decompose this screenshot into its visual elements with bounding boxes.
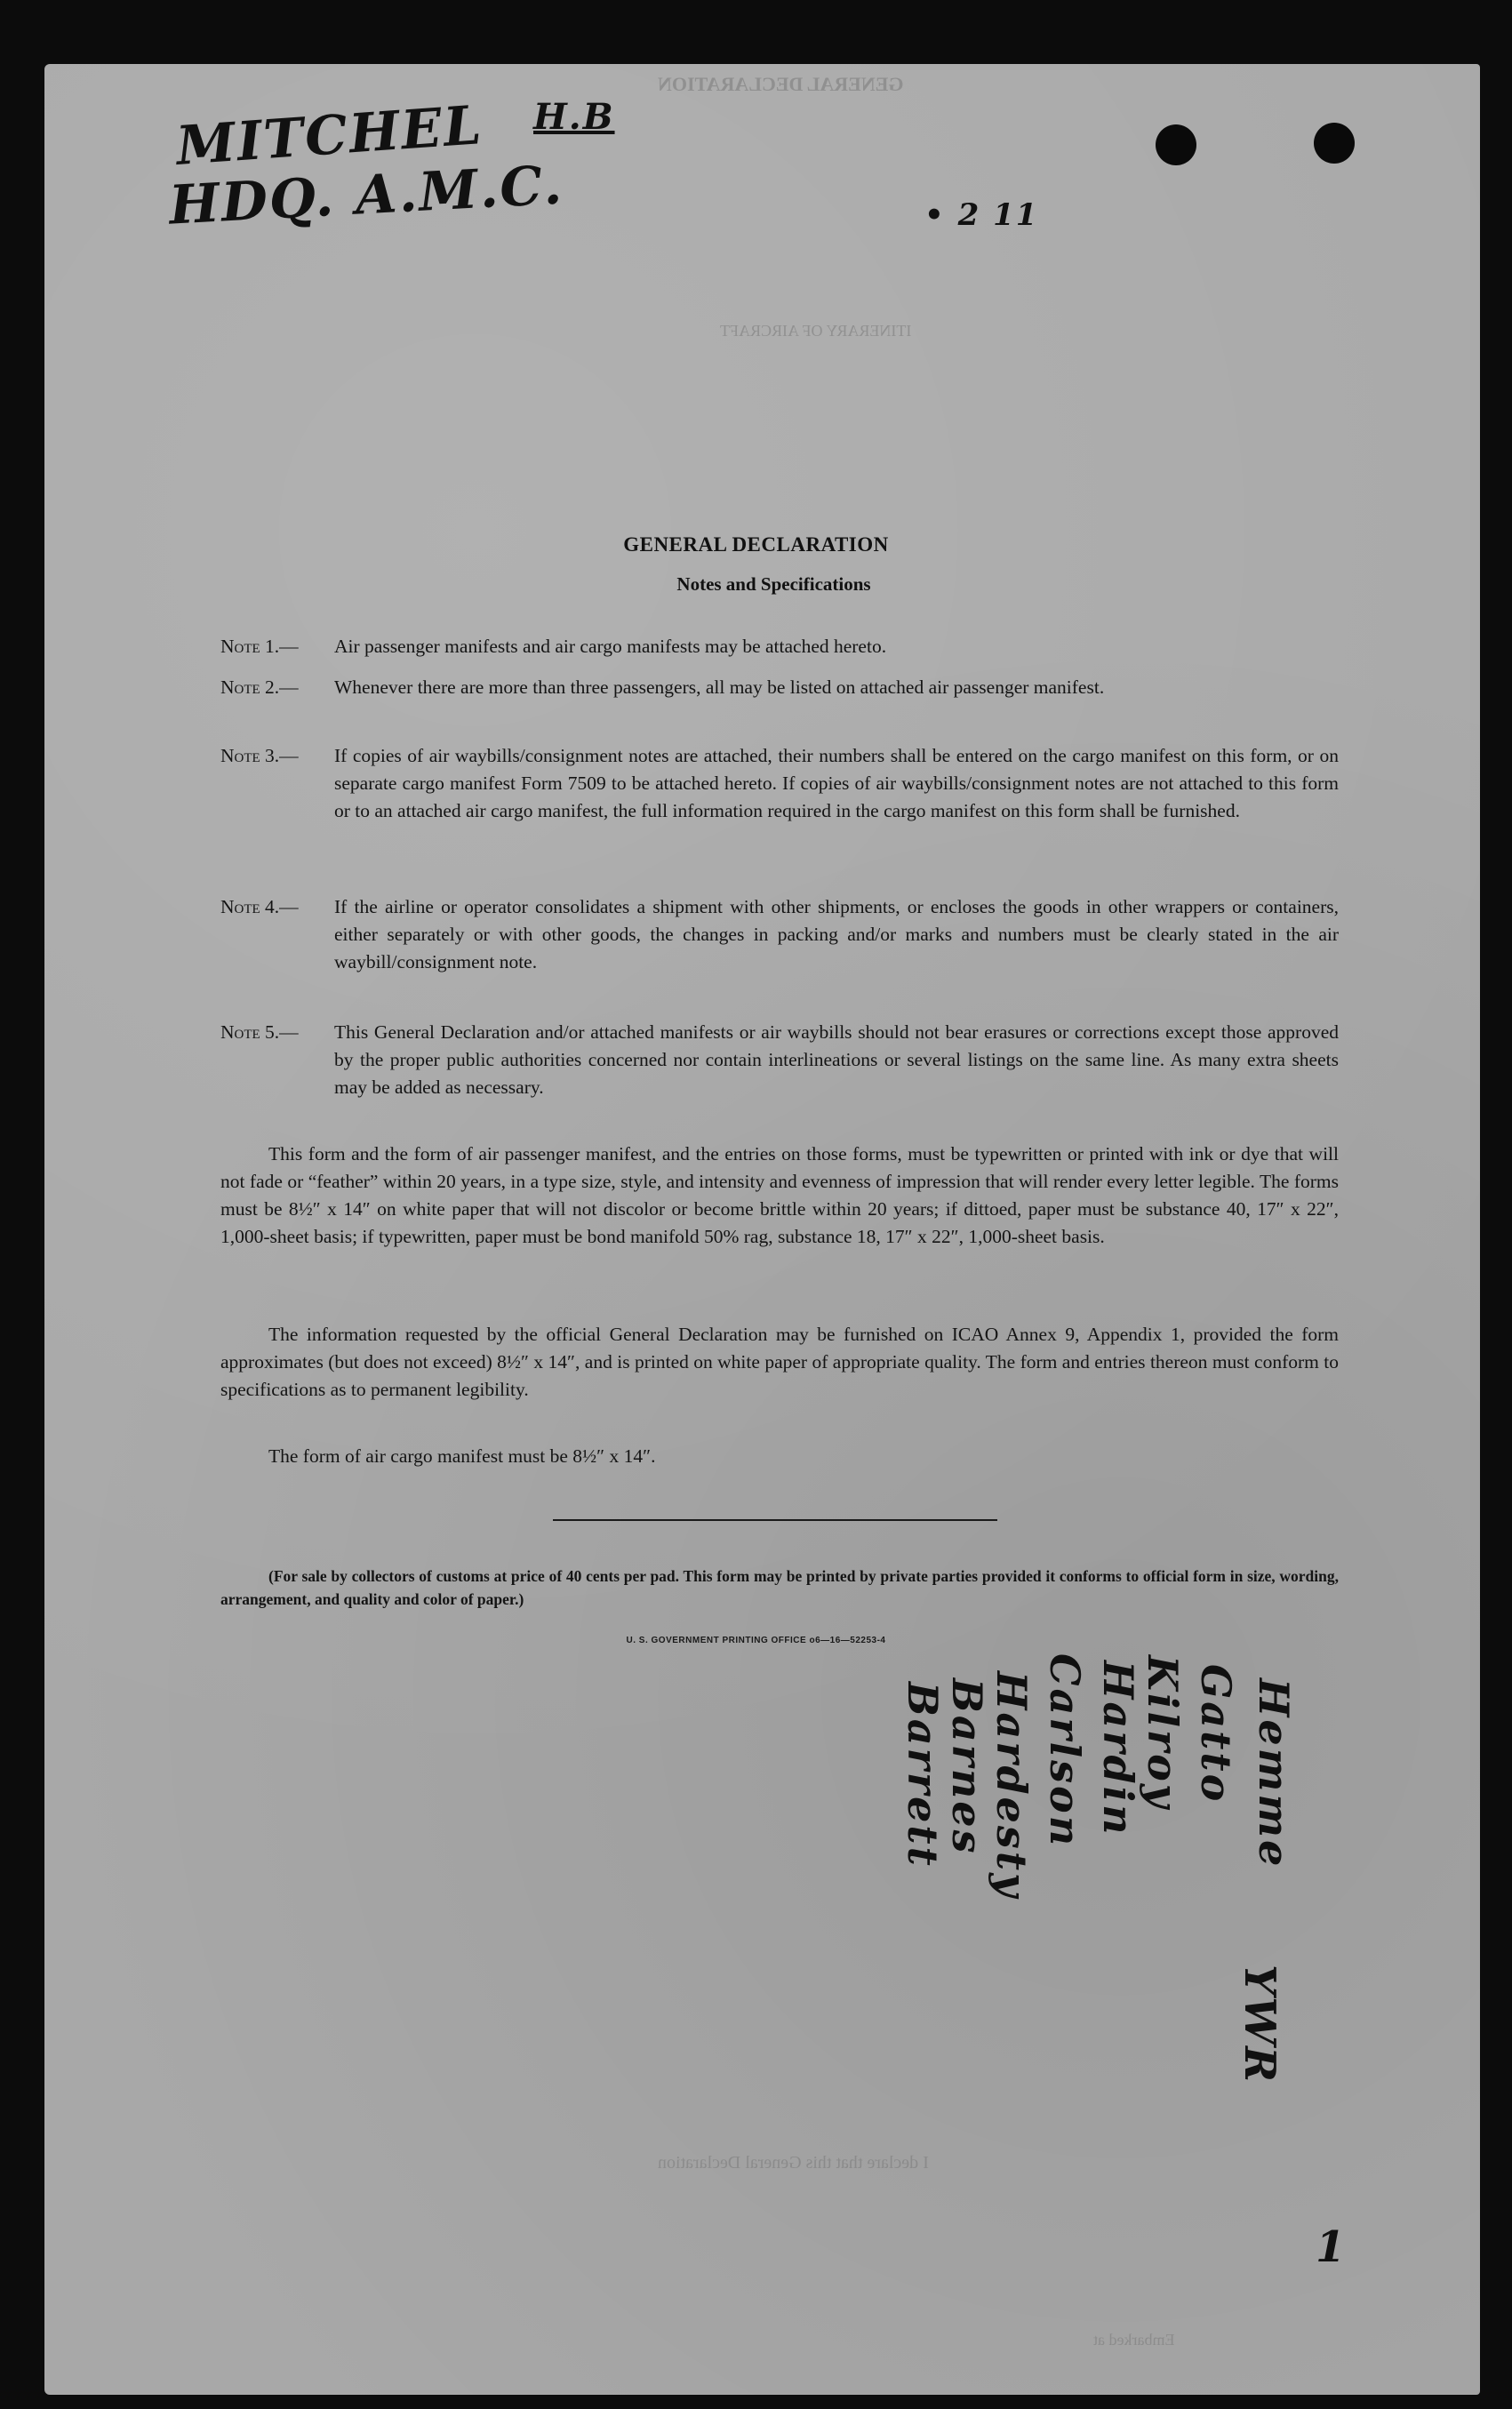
handwritten-header-line2: HDQ. A.M.C. — [167, 154, 565, 237]
page-subtitle: Notes and Specifications — [676, 573, 871, 595]
punch-hole — [1314, 123, 1355, 164]
note-4 — [220, 893, 1339, 976]
handwritten-bottom-mark: 1 — [1316, 2222, 1348, 2272]
note-tag: Note 2.— — [220, 676, 299, 698]
note-5 — [220, 1019, 1339, 1101]
bleed-through-text: GENERAL DECLARATION — [658, 73, 904, 95]
note-tag: Note 4.— — [220, 896, 299, 917]
handwritten-side-mark: YWR — [1235, 1965, 1284, 2085]
note-text: Air passenger manifests and air cargo manifests may be attached hereto. — [334, 636, 887, 657]
signature: Kilroy — [1139, 1655, 1187, 1811]
note-3 — [220, 742, 1339, 825]
note-tag: Note 1.— — [220, 636, 299, 657]
note-text: This General Declaration and/or attached manifests or air waybills should not bear erasures or corrections except those approved by the proper public authorities concerned nor contain interlineations or several listings on the same line. As many extra sheets may be added as necessary. — [334, 1021, 1339, 1098]
bleed-through-text: I declare that this General Declaration — [658, 2153, 929, 2173]
signature: Hardesty — [988, 1671, 1036, 1900]
note-tag: Note 3.— — [220, 745, 299, 766]
note-1 — [220, 633, 1339, 660]
note-text: If copies of air waybills/consignment notes are attached, their numbers shall be entered on the cargo manifest on this form, or on separate cargo manifest Form 7509 to be attached hereto. If copies of air waybills/consignment notes are not attached to this form or to an attached air cargo manifest, the full information required in the cargo manifest on this form shall be furnished. — [334, 745, 1339, 821]
sale-note: (For sale by collectors of customs at price of 40 cents per pad. This form may be printed by private parties provided it conforms to official form in size, wording, arrangement, and quality and color of paper.) — [220, 1567, 1339, 1608]
note-tag: Note 5.— — [220, 1021, 299, 1043]
paragraph-form-requirements: This form and the form of air passenger manifest, and the entries on those forms, must be typewritten or printed with ink or dye that will not fade or “feather” within 20 years, in a type size, style, and intensity and evenness of impression that will render every letter legible. The forms must be 8½″ x 14″ on white paper that will not discolor or become brittle within 20 years; if dittoed, paper must be substance 40, 17″ x 22″, 1,000-sheet basis; if typewritten, paper must be bond manifold 50% rag, substance 18, 17″ x 22″, 1,000-sheet basis. — [220, 1143, 1339, 1247]
signature: Gatto — [1192, 1664, 1240, 1805]
signature: Barnes — [943, 1678, 991, 1856]
note-text: If the airline or operator consolidates a shipment with other shipments, or encloses the goods in other wrappers or containers, either separately or with other goods, the changes in packing and/or marks and numbers must be clearly stated in the air waybill/consignment note. — [334, 896, 1339, 972]
divider-line — [553, 1519, 997, 1521]
handwritten-header-line1: MITCHEL — [173, 94, 485, 178]
printer-imprint: U. S. GOVERNMENT PRINTING OFFICE o6—16—52253-4 — [626, 1636, 886, 1645]
bleed-through-text: ITINERARY OF AIRCRAFT — [720, 322, 912, 340]
punch-hole — [1156, 124, 1196, 165]
signature: Hemme — [1250, 1678, 1298, 1869]
paragraph-cargo-manifest: The form of air cargo manifest must be 8½″ x 14″. — [268, 1445, 656, 1467]
page-title: GENERAL DECLARATION — [623, 533, 889, 556]
handwritten-initials: H.B — [533, 96, 615, 138]
signature: Hardin — [1094, 1661, 1142, 1837]
bleed-through-text: Embarked at — [1093, 2331, 1175, 2349]
paragraph-icao: The information requested by the official General Declaration may be furnished on ICAO Annex 9, Appendix 1, provided the form approximates (but does not exceed) 8½″ x 14″, and is printed on white paper of appropriate quality. The form and entries thereon must conform to specifications as to permanent legibility. — [220, 1324, 1339, 1400]
note-2 — [220, 674, 1339, 701]
signature: Barrett — [899, 1682, 947, 1869]
note-text: Whenever there are more than three passengers, all may be listed on attached air passenger manifest. — [334, 676, 1105, 698]
handwritten-number: • 2 11 — [924, 197, 1039, 233]
signature: Carlson — [1041, 1653, 1089, 1849]
